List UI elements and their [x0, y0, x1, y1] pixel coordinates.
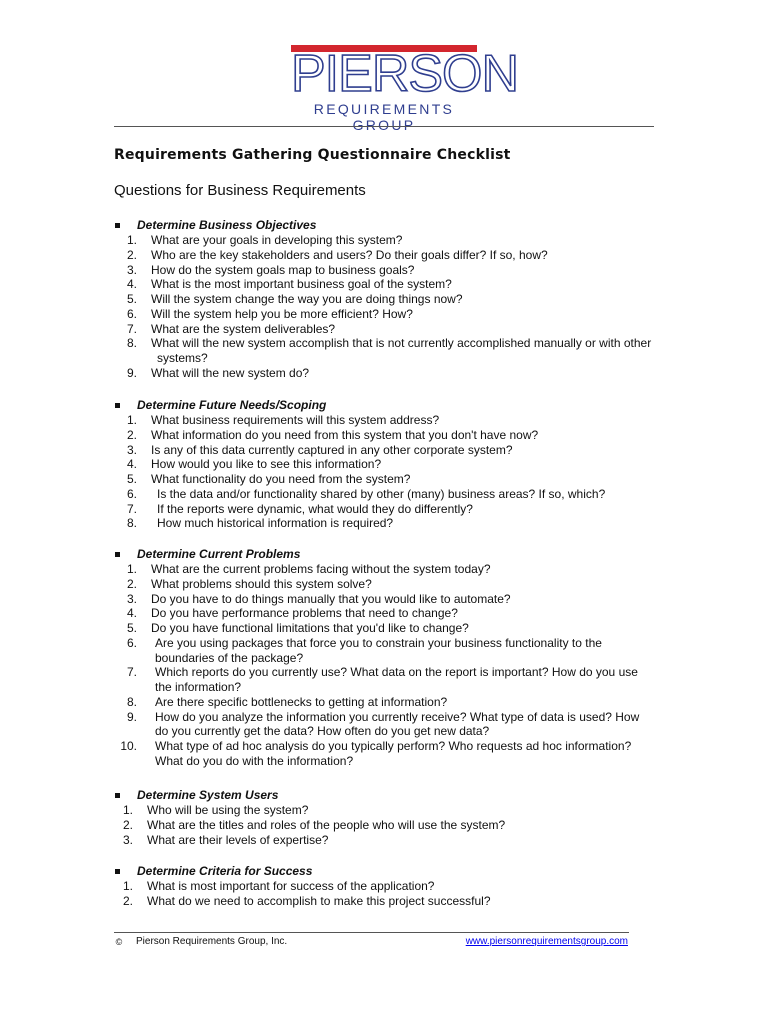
list-item	[0, 818, 768, 833]
question-text: How much historical information is required?	[157, 516, 394, 531]
section-heading-label: Determine Business Objectives	[137, 218, 317, 232]
item-number: 2.	[126, 247, 137, 262]
question-text: What type of ad hoc analysis do you typically perform? Who requests ad hoc information? What do you do with the information?	[155, 739, 632, 768]
item-number: 8.	[126, 516, 137, 531]
section	[0, 788, 768, 847]
item-number: 4.	[126, 457, 137, 472]
question-text: Do you have to do things manually that you would like to automate?	[151, 591, 511, 606]
question-text: Which reports do you currently use? What data on the report is important? How do you use the information?	[155, 665, 638, 694]
question-text: What is most important for success of the application?	[147, 879, 435, 893]
question-text: Will the system help you be more efficient? How?	[151, 306, 413, 321]
question-text: What are the system deliverables?	[151, 321, 336, 336]
list-item	[0, 428, 768, 443]
section	[0, 864, 768, 909]
item-number: 6.	[126, 635, 137, 650]
logo-tagline: REQUIREMENTS GROUP	[313, 101, 455, 133]
item-number: 3.	[126, 262, 137, 277]
question-text: What is the most important business goal of the system?	[151, 277, 452, 292]
question-text: What are their levels of expertise?	[147, 832, 329, 847]
question-list	[0, 413, 768, 531]
item-number: 2.	[126, 427, 137, 442]
list-item	[0, 307, 768, 322]
item-number: 5.	[126, 621, 137, 635]
item-number: 7.	[126, 665, 137, 680]
footer-divider	[114, 932, 629, 933]
item-number: 3.	[126, 591, 137, 606]
section-subtitle: Questions for Business Requirements	[114, 182, 366, 199]
question-text: Do you have functional limitations that you'd like to change?	[151, 621, 469, 635]
question-text: Will the system change the way you are doing things now?	[151, 292, 463, 306]
question-text: Is the data and/or functionality shared by other (many) business areas? If so, which?	[157, 486, 606, 501]
list-item	[0, 894, 768, 909]
question-text: What functionality do you need from the system?	[151, 472, 411, 486]
question-text: What are your goals in developing this system?	[151, 233, 403, 247]
list-item	[0, 487, 768, 502]
list-item	[0, 277, 768, 292]
question-text: Are you using packages that force you to constrain your business functionality to the boundaries of the package?	[155, 635, 602, 665]
question-text: Is any of this data currently captured in any other corporate system?	[151, 442, 513, 457]
question-list	[0, 803, 768, 847]
list-item	[0, 636, 768, 666]
question-text: What will the new system do?	[151, 365, 310, 380]
item-number: 2.	[126, 576, 137, 591]
question-text: What are the current problems facing without the system today?	[151, 562, 491, 576]
item-number: 4.	[126, 277, 137, 292]
question-text: Who will be using the system?	[147, 803, 309, 817]
item-number: 2.	[122, 817, 133, 832]
copyright-icon: ©	[115, 937, 123, 947]
item-number: 5.	[126, 472, 137, 486]
question-text: What problems should this system solve?	[151, 576, 372, 591]
question-text: If the reports were dynamic, what would they do differently?	[157, 501, 473, 516]
question-text: What will the new system accomplish that is not currently accomplished manually or with other systems?	[151, 336, 652, 365]
list-item	[0, 366, 768, 381]
question-text: How do you analyze the information you currently receive? What type of data is used? How do you currently get the data? How often do you get new data?	[155, 709, 640, 739]
question-text: What do we need to accomplish to make this project successful?	[147, 893, 491, 908]
square-bullet-icon	[115, 793, 120, 798]
item-number: 3.	[126, 442, 137, 457]
header-divider	[114, 126, 654, 127]
list-item	[0, 695, 768, 710]
square-bullet-icon	[115, 869, 120, 874]
item-number: 6.	[126, 306, 137, 321]
item-number: 4.	[126, 606, 137, 621]
list-item	[0, 562, 768, 577]
section-heading-label: Determine Future Needs/Scoping	[137, 398, 327, 412]
item-number: 10.	[120, 739, 137, 753]
footer	[114, 935, 634, 949]
list-item	[0, 336, 768, 366]
list-item	[0, 621, 768, 636]
list-item	[0, 879, 768, 894]
question-text: How would you like to see this information?	[151, 457, 382, 472]
list-item	[0, 248, 768, 263]
list-item	[0, 739, 768, 769]
item-number: 1.	[122, 803, 133, 817]
item-number: 9.	[126, 709, 137, 724]
list-item	[0, 443, 768, 458]
section-heading	[0, 398, 768, 413]
item-number: 1.	[126, 562, 137, 576]
list-item	[0, 516, 768, 531]
section-heading	[0, 218, 768, 233]
item-number: 5.	[126, 292, 137, 306]
list-item	[0, 413, 768, 428]
question-text: Who are the key stakeholders and users? Do their goals differ? If so, how?	[151, 247, 548, 262]
section-heading	[0, 788, 768, 803]
section-heading-label: Determine Current Problems	[137, 547, 301, 561]
question-text: What are the titles and roles of the people who will use the system?	[147, 817, 506, 832]
list-item	[0, 592, 768, 607]
square-bullet-icon	[115, 403, 120, 408]
list-item	[0, 710, 768, 740]
list-item	[0, 803, 768, 818]
item-number: 2.	[122, 893, 133, 908]
item-number: 1.	[122, 879, 133, 893]
section	[0, 547, 768, 769]
footer-company: Pierson Requirements Group, Inc.	[136, 936, 288, 947]
question-text: How do the system goals map to business goals?	[151, 262, 415, 277]
section-heading	[0, 864, 768, 879]
section-heading-label: Determine System Users	[137, 788, 279, 802]
item-number: 8.	[126, 694, 137, 709]
list-item	[0, 292, 768, 307]
document-title: Requirements Gathering Questionnaire Checklist	[114, 147, 511, 163]
question-list	[0, 562, 768, 769]
list-item	[0, 263, 768, 278]
item-number: 7.	[126, 501, 137, 516]
list-item	[0, 502, 768, 517]
list-item	[0, 577, 768, 592]
item-number: 3.	[122, 832, 133, 847]
item-number: 9.	[126, 365, 137, 380]
question-list	[0, 879, 768, 909]
question-list	[0, 233, 768, 381]
section-heading	[0, 547, 768, 562]
question-text: Do you have performance problems that need to change?	[151, 606, 458, 621]
section	[0, 398, 768, 531]
logo-name: PIERSON	[291, 45, 519, 103]
list-item	[0, 233, 768, 248]
list-item	[0, 833, 768, 848]
item-number: 1.	[126, 233, 137, 247]
item-number: 6.	[126, 486, 137, 501]
company-logo	[291, 45, 519, 133]
list-item	[0, 472, 768, 487]
square-bullet-icon	[115, 223, 120, 228]
item-number: 8.	[126, 336, 137, 351]
section-heading-label: Determine Criteria for Success	[137, 864, 313, 878]
square-bullet-icon	[115, 552, 120, 557]
question-text: Are there specific bottlenecks to getting at information?	[155, 694, 448, 709]
list-item	[0, 665, 768, 695]
item-number: 1.	[126, 413, 137, 427]
question-text: What information do you need from this system that you don't have now?	[151, 427, 539, 442]
question-text: What business requirements will this system address?	[151, 413, 440, 427]
section	[0, 218, 768, 381]
list-item	[0, 606, 768, 621]
footer-website-link[interactable]: www.piersonrequirementsgroup.com	[465, 936, 628, 947]
item-number: 7.	[126, 321, 137, 336]
list-item	[0, 457, 768, 472]
list-item	[0, 322, 768, 337]
